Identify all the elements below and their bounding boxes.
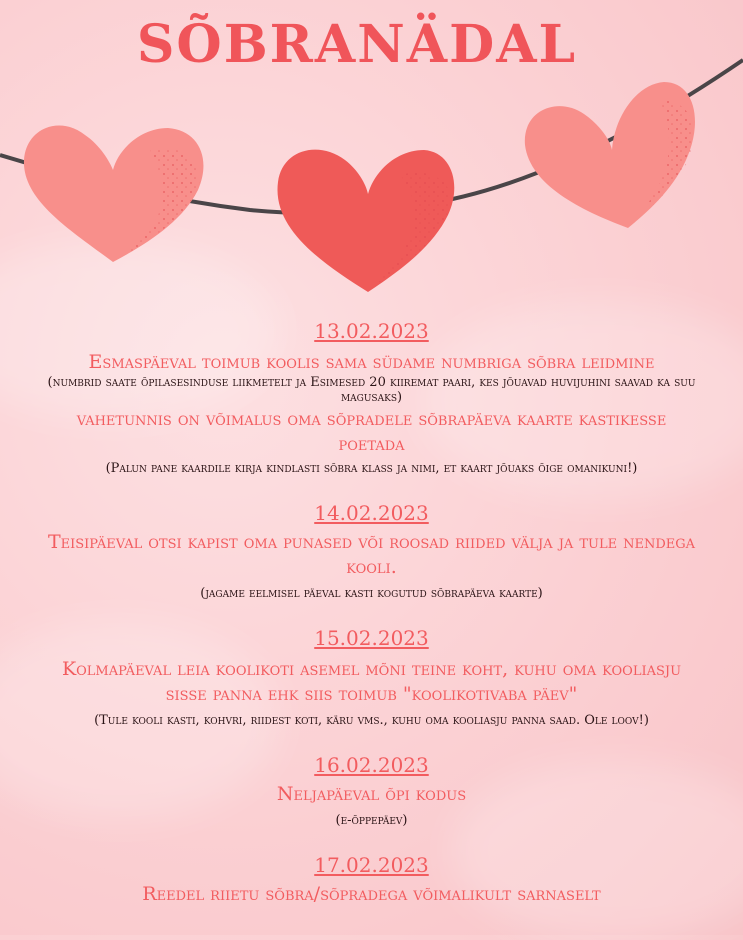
date-heading: 15.02.2023 [314, 626, 429, 650]
day-main-text: Kolmapäeval leia koolikoti asemel mõni teine koht, kuhu oma kooliasju sisse panna ehk siis toimub "koolikotivaba päev" [61, 658, 682, 705]
date-heading: 16.02.2023 [314, 753, 429, 777]
day-main-text: Neljapäeval õpi kodus [276, 783, 467, 805]
day-main-text: Reedel riietu sõbra/sõpradega võimalikult sarnaselt [142, 883, 601, 905]
day-section-3 [0, 625, 743, 728]
day-main-text: vahetunnis on võimalus oma sõpradele sõbrapäeva kaarte kastikesse poetada [76, 408, 667, 455]
heart-left-icon [24, 125, 204, 262]
date-heading: 13.02.2023 [314, 319, 429, 343]
heart-right-icon [525, 82, 695, 228]
day-section-1 [0, 318, 743, 476]
day-main-text: Teisipäeval otsi kapist oma punased või roosad riided välja ja tule nendega kooli. [47, 531, 696, 578]
day-note: (Tule kooli kasti, kohvri, riidest koti, käru vms., kuhu oma kooliasju panna saad. Ole loov!) [94, 713, 649, 728]
day-note: (jagame eelmisel päeval kasti kogutud sõbrapäeva kaarte) [200, 586, 543, 601]
date-heading: 17.02.2023 [314, 853, 429, 877]
day-section-4 [0, 752, 743, 828]
day-note: (numbrid saate õpilasesinduse liikmetelt ja Esimesed 20 kiiremat paari, kes jõuavad huvijuhini saavad ka suu magusaks) [47, 375, 696, 405]
hearts-garland [0, 0, 743, 300]
schedule [0, 318, 743, 907]
day-main-text: Esmaspäeval toimub koolis sama südame numbriga sõbra leidmine [88, 351, 655, 373]
page-title: SÕBRANÄDAL [136, 14, 578, 75]
day-note: (Palun pane kaardile kirja kindlasti sõbra klass ja nimi, et kaart jõuaks õige omanikuni!) [105, 461, 638, 476]
heart-center-icon [277, 150, 454, 292]
day-section-2 [0, 500, 743, 601]
day-note: (e-õppepäev) [335, 813, 408, 828]
date-heading: 14.02.2023 [314, 501, 429, 525]
day-section-5 [0, 852, 743, 907]
